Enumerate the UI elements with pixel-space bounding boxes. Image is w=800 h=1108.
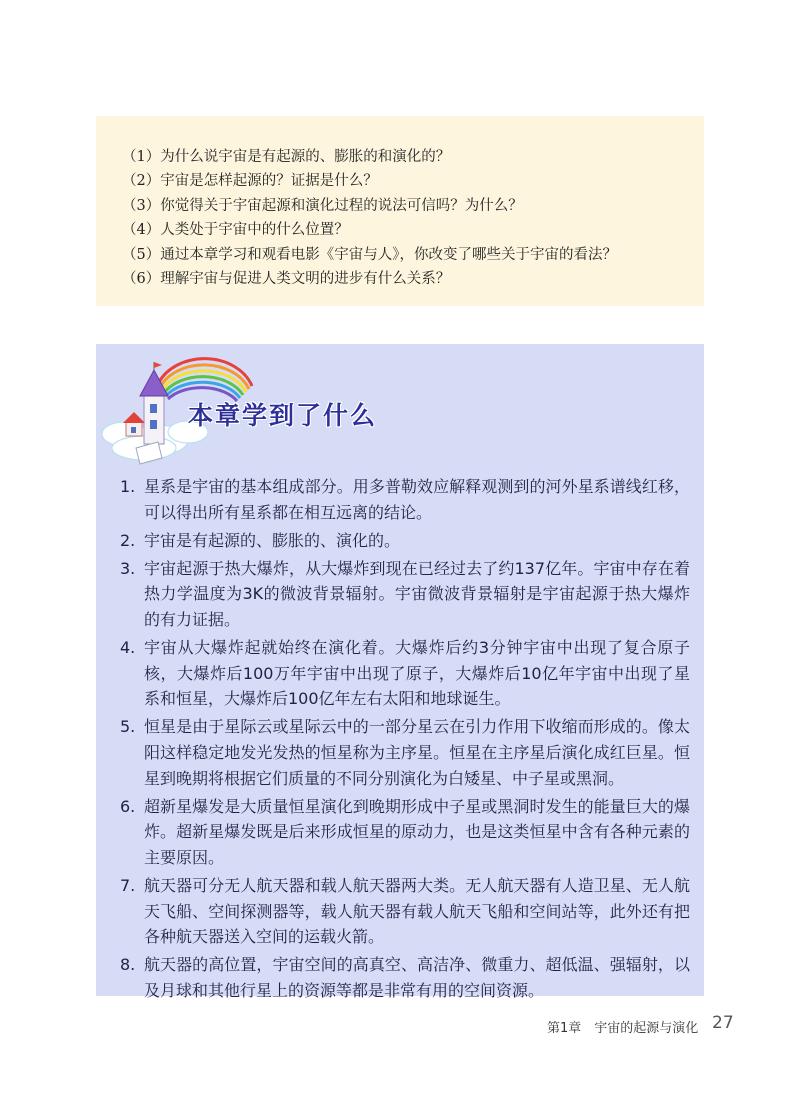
discussion-questions-box	[96, 116, 704, 306]
summary-item-3	[120, 556, 690, 633]
summary-item-4	[120, 635, 690, 712]
item-number: 1.	[120, 477, 136, 496]
summary-item-5	[120, 714, 690, 791]
question-3: （3）你觉得关于宇宙起源和演化过程的说法可信吗？为什么？	[122, 197, 523, 214]
item-number: 4.	[120, 638, 136, 658]
item-text: 宇宙从大爆炸起就始终在演化着。大爆炸后约3分钟宇宙中出现了复合原子核，大爆炸后100万年宇宙中出现了原子，大爆炸后10亿年宇宙中出现了星系和恒星，大爆炸后100亿年左右太阳和地球诞生。	[144, 638, 690, 709]
item-text: 航天器可分无人航天器和载人航天器两大类。无人航天器有人造卫星、无人航天飞船、空间探测器等，载人航天器有载人航天飞船和空间站等，此外还有把各种航天器送入空间的运载火箭。	[144, 875, 690, 947]
item-text: 星系是宇宙的基本组成部分。用多普勒效应解释观测到的河外星系谱线红移，可以得出所有星系都在相互远离的结论。	[144, 477, 690, 522]
item-number: 5.	[120, 717, 136, 737]
question-1: （1）为什么说宇宙是有起源的、膨胀的和演化的？	[122, 149, 451, 165]
item-number: 2.	[120, 530, 136, 550]
item-number: 7.	[120, 875, 136, 895]
summary-item-6	[120, 794, 690, 871]
item-number: 8.	[120, 955, 136, 975]
item-text: 宇宙是有起源的、膨胀的、演化的。	[144, 530, 401, 550]
question-5: （5）通过本章学习和观看电影《宇宙与人》，你改变了哪些关于宇宙的看法？	[122, 246, 617, 263]
summary-list	[120, 474, 690, 1006]
item-text: 航天器的高位置，宇宙空间的高真空、高洁净、微重力、超低温、强辐射，以及月球和其他行星上的资源等都是非常有用的空间资源。	[144, 955, 690, 1000]
question-6: （6）理解宇宙与促进人类文明的进步有什么关系？	[122, 271, 451, 288]
summary-item-8	[120, 952, 690, 1003]
item-number: 3.	[120, 558, 136, 578]
item-text: 恒星是由于星际云或星际云中的一部分星云在引力作用下收缩而形成的。像太阳这样稳定地发光发热的恒星称为主序星。恒星在主序星后演化成红巨星。恒星到晚期将根据它们质量的不同分别演化为白矮星、中子星或黑洞。	[144, 717, 690, 788]
summary-item-2	[120, 528, 690, 554]
question-4: （4）人类处于宇宙中的什么位置？	[122, 222, 349, 239]
page-number: 27	[712, 1013, 734, 1033]
chapter-summary-box	[96, 344, 704, 1000]
footer-chapter-title: 第1章 宇宙的起源与演化	[547, 1021, 699, 1036]
summary-item-7	[120, 873, 690, 950]
summary-item-1	[120, 474, 690, 525]
question-2: （2）宇宙是怎样起源的？证据是什么？	[122, 173, 378, 190]
item-text: 宇宙起源于热大爆炸，从大爆炸到现在已经过去了约137亿年。宇宙中存在着热力学温度为3K的微波背景辐射。宇宙微波背景辐射是宇宙起源于热大爆炸的有力证据。	[144, 558, 690, 629]
item-number: 6.	[120, 796, 136, 816]
item-text: 超新星爆发是大质量恒星演化到晚期形成中子星或黑洞时发生的能量巨大的爆炸。超新星爆发既是后来形成恒星的原动力，也是这类恒星中含有各种元素的主要原因。	[144, 796, 690, 867]
summary-title: 本章学到了什么	[188, 401, 378, 430]
